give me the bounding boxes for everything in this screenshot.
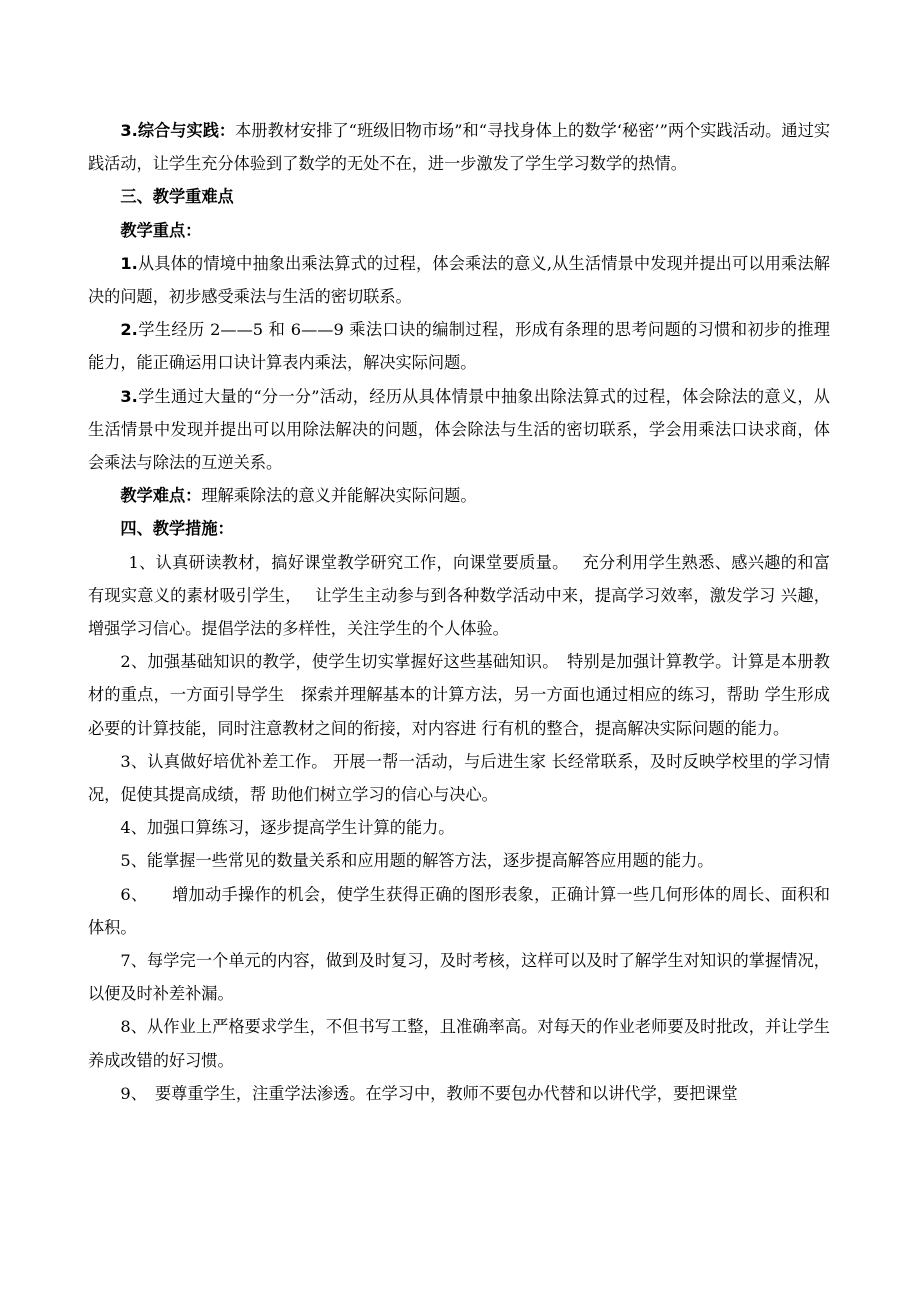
measure-item	[88, 546, 830, 646]
measure-text: 、每学完一个单元的内容，做到及时复习，及时考核，这样可以及时了解学生对知识的掌握情况，以便及时补差补漏。	[88, 951, 830, 1004]
measure-text: 、加强基础知识的教学，使学生切实掌握好这些基础知识。 特别是加强计算教学。计算是本册教材的重点，一方面引导学生 探索并理解基本的计算方法，另一方面也通过相应的练习，帮助 学生形成必要的计算技能，同时注意教材之间的衔接，对内容进 行有机的整合，提高解决实际问题的能力。	[88, 652, 830, 738]
teaching-difficulty	[88, 479, 830, 512]
item-number: 2.	[120, 320, 138, 340]
measure-item	[88, 645, 830, 745]
paragraph-practice	[88, 114, 830, 180]
measure-text: 、加强口算练习，逐步提高学生计算的能力。	[130, 818, 455, 838]
measure-item	[88, 844, 830, 877]
measure-number: 8	[120, 1017, 131, 1037]
measure-number: 3	[120, 751, 131, 771]
measure-text: 、 要尊重学生，注重学法渗透。在学习中，教师不要包办代替和以讲代学，要把课堂	[130, 1083, 738, 1103]
practice-label: 综合与实践：	[137, 121, 236, 140]
measure-item	[88, 745, 830, 811]
measure-number: 6	[120, 884, 131, 904]
focus-item	[88, 313, 830, 379]
section-heading-measures: 四、教学措施：	[120, 519, 234, 539]
focus-item	[88, 380, 830, 480]
focus-item	[88, 247, 830, 313]
measure-number: 5	[120, 851, 131, 871]
measure-item	[88, 811, 830, 844]
difficulty-text: 理解乘除法的意义并能解决实际问题。	[201, 486, 477, 506]
teaching-focus-label: 教学重点：	[120, 220, 202, 240]
document-page	[88, 114, 830, 1110]
focus-item-text: 从具体的情境中抽象出乘法算式的过程，体会乘法的意义,从生活情景中发现并提出可以用乘法解决的问题，初步感受乘法与生活的密切联系。	[88, 253, 830, 307]
measure-number: 4	[120, 818, 131, 838]
difficulty-label: 教学难点：	[120, 486, 202, 506]
measure-number: 7	[120, 951, 131, 971]
practice-text: 本册教材安排了“班级旧物市场”和“寻找身体上的数学‘秘密’”两个实践活动。通过实践活动，让学生充分体验到了数学的无处不在，进一步激发了学生学习数学的热情。	[88, 121, 831, 174]
measure-item	[88, 944, 830, 1010]
focus-item-text: 学生经历 2——5 和 6——9 乘法口诀的编制过程，形成有条理的思考问题的习惯和初步的推理能力，能正确运用口诀计算表内乘法，解决实际问题。	[88, 320, 830, 373]
focus-item-text: 学生通过大量的“分一分”活动，经历从具体情景中抽象出除法算式的过程，体会除法的意义，从生活情景中发现并提出可以用除法解决的问题，体会除法与生活的密切联系，学会用乘法口诀求商，体会乘法与除法的互逆关系。	[88, 386, 830, 473]
measure-text: 、从作业上严格要求学生，不但书写工整，且准确率高。对每天的作业老师要及时批改，并让学生养成改错的好习惯。	[88, 1017, 830, 1070]
measure-text: 、能掌握一些常见的数量关系和应用题的解答方法，逐步提高解答应用题的能力。	[130, 851, 714, 871]
measure-item	[88, 1010, 830, 1076]
measure-text: 、 增加动手操作的机会，使学生获得正确的图形表象，正确计算一些几何形体的周长、面积和体积。	[88, 884, 830, 937]
measure-item	[88, 878, 830, 944]
item-number: 1.	[120, 253, 138, 273]
measure-text: 、认真做好培优补差工作。 开展一帮一活动，与后进生家 长经常联系，及时反映学校里的学习情况，促使其提高成绩，帮 助他们树立学习的信心与决心。	[88, 751, 830, 805]
item-number: 3.	[120, 121, 138, 140]
measure-number: 2	[120, 652, 131, 672]
item-number: 3.	[120, 386, 138, 406]
measure-number: 9	[120, 1083, 131, 1103]
measure-text: 、认真研读教材，搞好课堂教学研究工作，向课堂要质量。 充分利用学生熟悉、感兴趣的和富有现实意义的素材吸引学生， 让学生主动参与到各种数学活动中来，提高学习效率，激发学习 兴趣，增强学习信心。提倡学法的多样性，关注学生的个人体验。	[88, 552, 830, 639]
measure-item	[88, 1077, 830, 1110]
section-heading-key-points: 三、教学重难点	[120, 187, 234, 207]
measure-number: 1	[128, 552, 139, 572]
